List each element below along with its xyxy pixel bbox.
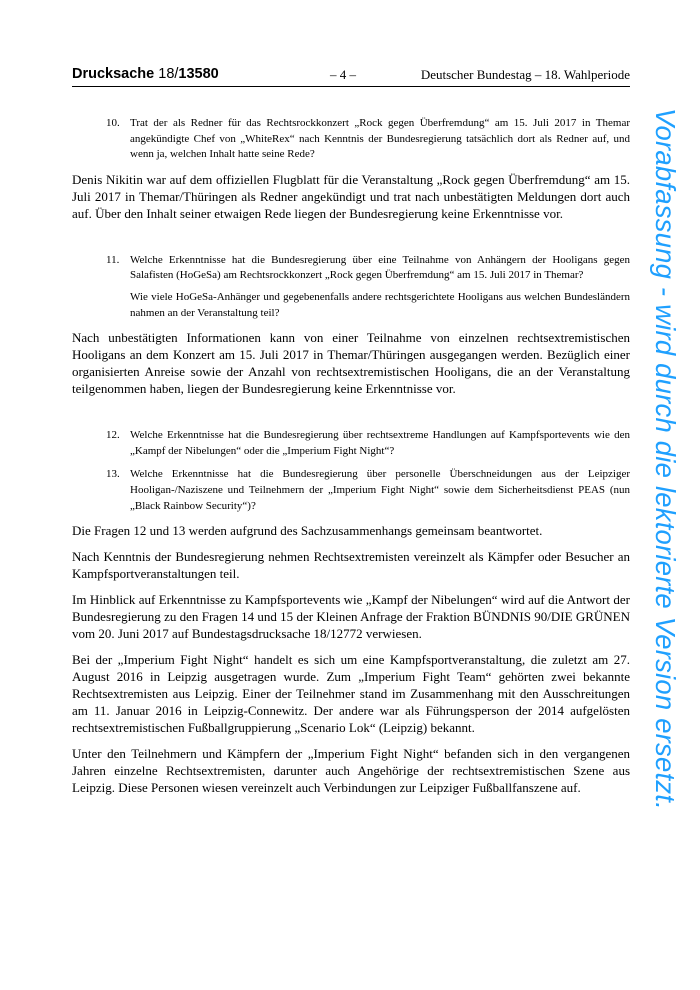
answer-paragraph: Denis Nikitin war auf dem offiziellen Flugblatt für die Veranstaltung „Rock gegen Überfremdung“ am 15. Juli 2017 in Themar/Thüringen als Redner angekündigt und trat nach unbestätigten Meldungen dort auch auf. Über den Inhalt seiner etwaigen Rede liegen der Bundesregierung keine Erkenntnisse vor.: [72, 171, 630, 221]
document-label: Drucksache: [72, 66, 155, 82]
question-10: [72, 116, 630, 163]
answer-paragraph: Die Fragen 12 und 13 werden aufgrund des Sachzusammenhangs gemeinsam beantwortet.: [72, 523, 543, 539]
question-number: 11.: [106, 253, 120, 266]
question-text: Welche Erkenntnisse hat die Bundesregierung über rechtsextreme Handlungen auf Kampfsportevents wie den „Kampf der Nibelungen“ oder die „Imperium Fight Night“?: [130, 429, 630, 457]
answer-paragraph: Unter den Teilnehmern und Kämpfern der „Imperium Fight Night“ befanden sich in den vergangenen Jahren einzelne Rechtsextremisten, darunter auch Angehörige der rechtsextremistischen Szene aus Leipzig. Diese Personen wiesen vereinzelt auch Verbindungen zur Leipziger Fußballfanszene auf.: [72, 746, 630, 796]
document-number-value: 13580: [178, 66, 219, 82]
draft-watermark: [640, 108, 686, 908]
question-number: 13.: [106, 468, 120, 481]
question-11: [72, 253, 630, 321]
watermark-text: Vorabfassung - wird durch die lektorierte Version ersetzt.: [650, 108, 681, 810]
question-text: Welche Erkenntnisse hat die Bundesregierung über personelle Überschneidungen aus der Leipziger Hooligan-/Naziszene und Teilnehmern der „Imperium Fight Night“ sowie dem Sicherheitsdienst PEAS (nun „Black Rainbow Security“)?: [130, 468, 630, 512]
spacer: [72, 406, 630, 428]
spacer: [72, 231, 630, 253]
answer-paragraph: Nach unbestätigten Informationen kann von einer Teilnahme von einzelnen rechtsextremistischen Hooligans an dem Konzert am 15. Juli 2017 in Themar/Thüringen ausgegangen werden. Bezüglich einer organisierten Anreise sowie der Anzahl von rechtsextremistischen Hooligans, die an der Veranstaltung teilgenommen haben, liegen der Bundesregierung keine Erkenntnisse vor.: [72, 330, 630, 397]
question-text: Welche Erkenntnisse hat die Bundesregierung über eine Teilnahme von Anhängern der Hooligans gegen Salafisten (HoGeSa) am Rechtsrockkonzert „Rock gegen Überfremdung“ am 15. Juli 2017 in Themar?: [130, 253, 630, 282]
answer-paragraph: Nach Kenntnis der Bundesregierung nehmen Rechtsextremisten vereinzelt als Kämpfer oder Besucher an Kampfsportveranstaltungen teil.: [72, 549, 630, 582]
answer-paragraph: Im Hinblick auf Erkenntnisse zu Kampfsportevents wie „Kampf der Nibelungen“ wird auf die Antwort der Bundesregierung zu den Fragen 14 und 15 der Kleinen Anfrage der Fraktion BÜNDNIS 90/DIE GRÜNEN vom 20. Juni 2017 auf Bundestagsdrucksache 18/12772 verwiesen.: [72, 592, 630, 642]
document-number: [72, 66, 219, 82]
page-number: – 4 –: [330, 67, 356, 82]
question-13: [72, 467, 630, 514]
question-text: Wie viele HoGeSa-Anhänger und gegebenenfalls andere rechtsgerichtete Hooligans aus welchen Bundesländern nahmen an der Veranstaltung teil?: [130, 290, 630, 319]
question-12: [72, 428, 630, 459]
document-number-prefix: 18/: [158, 66, 179, 82]
question-number: 10.: [106, 117, 120, 129]
answer-paragraph: Bei der „Imperium Fight Night“ handelt es sich um eine Kampfsportveranstaltung, die zuletzt am 27. August 2016 in Leipzig ausgetragen wurde. Zum „Imperium Fight Team“ gehörten zwei bekannte Rechtsextremisten aus Leipzig. Einer der Teilnehmer stand im Zusammenhang mit den Ausschreitungen am 11. Januar 2016 in Leipzig-Connewitz. Der andere war als Führungsperson der 2014 aufgelösten rechtsextremistischen Fußballgruppierung „Scenario Lok“ (Leipzig) bekannt.: [72, 652, 630, 736]
question-number: 12.: [106, 429, 120, 442]
institution-label: Deutscher Bundestag – 18. Wahlperiode: [420, 67, 630, 82]
question-text: Trat der als Redner für das Rechtsrockkonzert „Rock gegen Überfremdung“ am 15. Juli 2017 in Themar angekündigte Chef von „WhiteRex“ nach Kenntnis der Bundesregierung tatsächlich dort als Redner auf, und wenn ja, welchen Inhalt hatte seine Rede?: [130, 117, 630, 161]
page-header: [72, 64, 630, 87]
document-body: [72, 116, 630, 805]
